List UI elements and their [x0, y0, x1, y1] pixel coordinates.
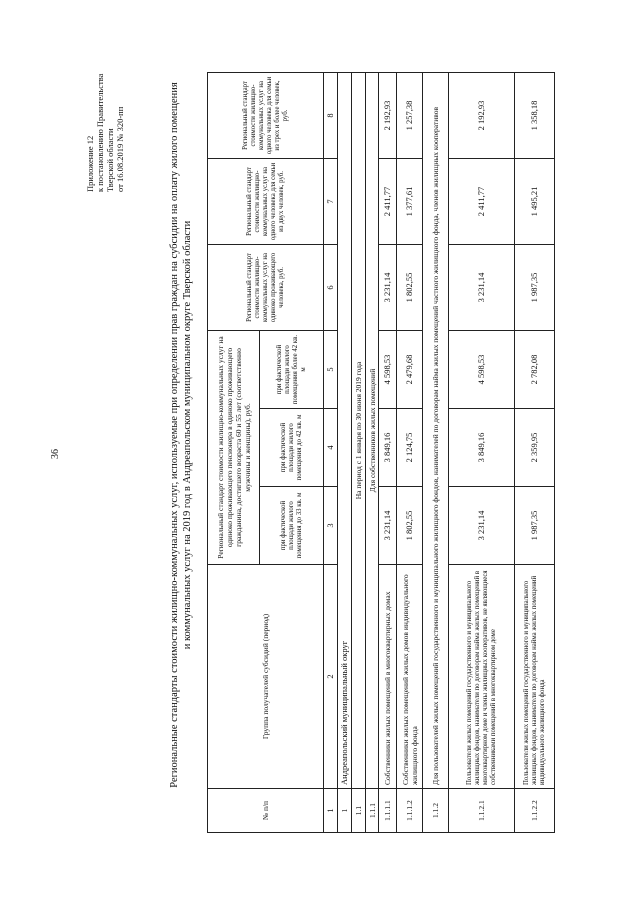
- column-number: 3: [324, 487, 338, 565]
- column-number: 4: [324, 409, 338, 487]
- header-area-over-42: при фактической площади жилого помещения более 42 кв. м: [260, 330, 324, 408]
- row-number: 1.1.2.1: [449, 789, 515, 833]
- value-cell: 3 231,14: [449, 487, 515, 565]
- table-row: [515, 72, 555, 832]
- row-number: 1.1: [352, 789, 366, 833]
- value-cell: 1 377,61: [397, 158, 423, 244]
- value-cell: 3 231,14: [449, 244, 515, 330]
- table-row: [449, 72, 515, 832]
- row-number: 1.1.1.1: [379, 789, 397, 833]
- title-line: и коммунальных услуг на 2019 год в Андреапольском муниципальном округе Тверской области: [182, 220, 193, 650]
- header-pensioner: Региональный стандарт стоимости жилищно-коммунальных услуг на одиноко проживающего пенсионера в одиноко проживающего гражданина, достигшего возраста 60 и 55 лет (соответственно мужчины и женщины), руб.: [208, 330, 260, 564]
- header-area-33: при фактической площади жилого помещения до 33 кв. м: [260, 487, 324, 565]
- value-cell: 2 124,75: [397, 409, 423, 487]
- document-title: [168, 55, 194, 815]
- table-row: [379, 72, 397, 832]
- value-cell: 4 598,53: [449, 330, 515, 408]
- table-row: [423, 72, 449, 832]
- municipality-name: Андреапольский муниципальный округ: [338, 72, 352, 788]
- row-number: 1.1.1.2: [397, 789, 423, 833]
- appendix-line: Приложение 12: [85, 135, 95, 192]
- value-cell: 1 802,55: [397, 244, 423, 330]
- header-group: Группа получателей субсидий (период): [208, 565, 324, 789]
- value-cell: 2 411,77: [379, 158, 397, 244]
- table-row: [338, 72, 352, 832]
- header-area-42: при фактической площади жилого помещения до 42 кв. м: [260, 409, 324, 487]
- subsection-label: Для собственников жилых помещений: [366, 72, 379, 788]
- row-number: 1.1.1: [366, 789, 379, 833]
- period-label: На период с 1 января по 30 июня 2019 года: [352, 72, 366, 788]
- value-cell: 1 358,18: [515, 72, 555, 158]
- header-single: Региональный стандарт стоимости жилищно-коммунальных услуг на одиноко проживающего человека, руб.: [208, 244, 324, 330]
- row-number: 1.1.2.2: [515, 789, 555, 833]
- group-name: Собственники жилых помещений жилых домов индивидуального жилищного фонда: [397, 565, 423, 789]
- row-number: 1.1.2: [423, 789, 449, 833]
- value-cell: 3 849,16: [379, 409, 397, 487]
- subsection-label: Для пользователей жилых помещений государственного и муниципального жилищного фондов, нанимателей по договорам найма жилых помещений частного жилищного фонда, членов жилищных кооперативов: [423, 72, 449, 788]
- group-name: Собственники жилых помещений в многоквартирных домах: [379, 565, 397, 789]
- header-three-plus: Региональный стандарт стоимости жилищно-коммунальных услуг на одного человека для семьи из трех и более человек, руб.: [208, 72, 324, 158]
- appendix-line: к постановлению Правительства: [95, 73, 105, 192]
- value-cell: 1 987,35: [515, 487, 555, 565]
- column-number: 5: [324, 330, 338, 408]
- value-cell: 2 782,08: [515, 330, 555, 408]
- value-cell: 2 192,93: [379, 72, 397, 158]
- column-number: 6: [324, 244, 338, 330]
- table-row: [397, 72, 423, 832]
- column-number: 8: [324, 72, 338, 158]
- table-row: [366, 72, 379, 832]
- value-cell: 4 598,53: [379, 330, 397, 408]
- column-number: 2: [324, 565, 338, 789]
- value-cell: 1 802,55: [397, 487, 423, 565]
- page-number: 36: [50, 449, 61, 459]
- group-name: Пользователи жилых помещений государственного и муниципального жилищных фондов, наниматели по договорам найма жилых помещений индивидуального жилищного фонда: [515, 565, 555, 789]
- value-cell: 1 257,38: [397, 72, 423, 158]
- table-row: [352, 72, 366, 832]
- value-cell: 1 987,35: [515, 244, 555, 330]
- value-cell: 2 359,95: [515, 409, 555, 487]
- standards-table: [207, 72, 555, 833]
- appendix-line: от 16.08.2019 № 320-пп: [115, 106, 125, 192]
- value-cell: 2 479,68: [397, 330, 423, 408]
- appendix-line: Тверской области: [105, 128, 115, 192]
- column-number: 7: [324, 158, 338, 244]
- column-number: 1: [324, 789, 338, 833]
- value-cell: 2 411,77: [449, 158, 515, 244]
- value-cell: 2 192,93: [449, 72, 515, 158]
- value-cell: 3 849,16: [449, 409, 515, 487]
- group-name: Пользователи жилых помещений государственного и муниципального жилищных фондов, наниматели по договорам найма жилых помещений в многоквартирном доме и члены жилищных кооперативов, не являющиеся собственниками помещений в многоквартирном доме: [449, 565, 515, 789]
- header-two-person: Региональный стандарт стоимости жилищно-коммунальных услуг на одного человека для семьи из двух человек, руб.: [208, 158, 324, 244]
- value-cell: 3 231,14: [379, 487, 397, 565]
- title-line: Региональные стандарты стоимости жилищно-коммунальных услуг, используемые при определении прав граждан на субсидии на оплату жилого помещения: [169, 82, 180, 788]
- value-cell: 3 231,14: [379, 244, 397, 330]
- value-cell: 1 495,21: [515, 158, 555, 244]
- appendix-block: [85, 74, 125, 192]
- header-num: № п/п: [208, 789, 324, 833]
- row-number: 1: [338, 789, 352, 833]
